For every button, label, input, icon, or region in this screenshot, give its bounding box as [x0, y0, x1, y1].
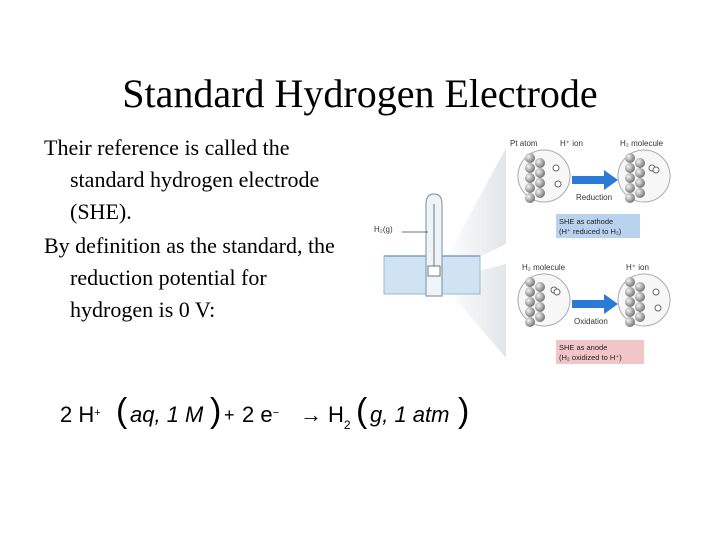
magnify-funnel-top [442, 148, 506, 274]
platinum-electrode [428, 266, 440, 276]
oxidation-arrow [572, 294, 618, 314]
equation-state-right: g, 1 atm [370, 402, 450, 427]
oxidation-label: Oxidation [574, 317, 608, 326]
equation-arrow: → [300, 402, 322, 427]
anode-note-line2: (H₂ oxidized to H⁺) [559, 353, 622, 362]
equation-electrons: 2 e− [242, 402, 280, 427]
equation-product: $H_2$ [328, 402, 351, 432]
h2-molecule-label-top: H₂ molecule [620, 139, 664, 148]
paragraph-definition: By definition as the standard, the reduction potential for hydrogen is 0 V: [44, 233, 335, 322]
slide-body [44, 132, 344, 328]
reduction-equation [60, 392, 500, 438]
anode-panel [518, 263, 670, 364]
equation-charge-plus: + [94, 407, 101, 419]
anode-note-line1: SHE as anode [559, 343, 608, 352]
gas-label: H₂(g) [374, 225, 393, 234]
product-subscript: 2 [343, 418, 351, 432]
close-paren-left: ) [210, 392, 222, 430]
reduction-arrow [572, 170, 618, 190]
reduction-label: Reduction [576, 193, 613, 202]
close-paren-right: ) [458, 392, 470, 430]
cathode-note-line2: (H⁺ reduced to H₂) [559, 227, 622, 236]
h2-molecule-label-bottom: H₂ molecule [522, 263, 566, 272]
open-paren-right: ( [356, 392, 368, 430]
open-paren-left: ( [116, 392, 128, 430]
paragraph-reference: Their reference is called the standard hydrogen electrode (SHE). [44, 135, 320, 224]
she-diagram [366, 134, 676, 370]
equation-reactant-h: 2 H+ [60, 402, 101, 427]
she-illustration [366, 134, 676, 370]
h-ion-label-bottom: H⁺ ion [626, 263, 649, 272]
equation-plus: + [224, 405, 235, 425]
equation-state-left: aq, 1 M [130, 402, 204, 427]
cathode-panel [510, 139, 670, 238]
electron-charge: − [272, 407, 280, 419]
slide-title: Standard Hydrogen Electrode [122, 71, 598, 116]
cathode-note-line1: SHE as cathode [559, 217, 614, 226]
pt-atom-label: Pt atom [510, 139, 538, 148]
h-ion-label-top: H⁺ ion [560, 139, 583, 148]
